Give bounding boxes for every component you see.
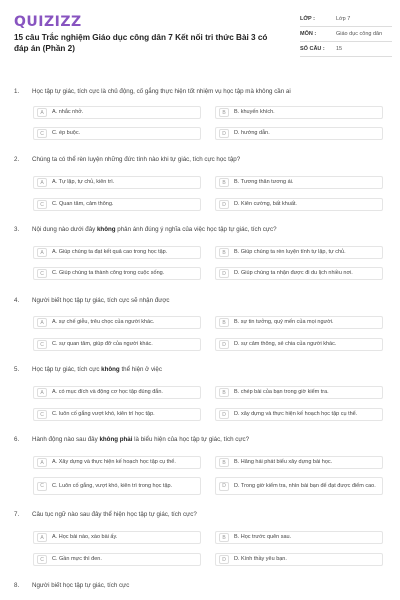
question-text bbox=[32, 297, 382, 304]
option-text: D. xây dựng và thực hiện kế hoạch học tập cụ thể. bbox=[234, 411, 358, 417]
option-letter: C bbox=[37, 340, 47, 349]
meta-value: Giáo dục công dân bbox=[336, 31, 383, 37]
option-c[interactable] bbox=[33, 198, 201, 211]
question-heading bbox=[14, 436, 382, 443]
question-text-part: Học tập tự giác, tích cực bbox=[32, 366, 102, 373]
option-text: B. chép bài của bạn trong giờ kiểm tra. bbox=[234, 389, 329, 395]
question-text bbox=[32, 436, 382, 443]
option-c[interactable] bbox=[33, 267, 201, 280]
meta-label: MÔN : bbox=[300, 31, 317, 37]
question-text-part: Người biết học tập tự giác, tích cực sẽ nhận được bbox=[32, 297, 170, 304]
option-letter: C bbox=[37, 482, 47, 491]
option-d[interactable] bbox=[215, 477, 383, 495]
option-text: A. có mục đích và động cơ học tập đúng đắn. bbox=[52, 389, 163, 395]
question-text bbox=[32, 226, 382, 233]
meta-row-subject bbox=[300, 27, 392, 42]
option-b[interactable] bbox=[215, 531, 383, 544]
option-c[interactable] bbox=[33, 477, 201, 495]
question-text-part: Nội dung nào dưới đây bbox=[32, 226, 97, 233]
option-d[interactable] bbox=[215, 127, 383, 140]
option-b[interactable] bbox=[215, 106, 383, 119]
question-text-emphasis: không phải bbox=[99, 436, 133, 443]
option-a[interactable] bbox=[33, 316, 201, 329]
option-text: C. Giúp chúng ta thành công trong cuộc sống. bbox=[52, 270, 165, 276]
option-text: A. Giúp chúng ta đạt kết quả cao trong học tập. bbox=[52, 249, 168, 255]
option-text: A. Xây dựng và thực hiện kế hoạch học tập cụ thể. bbox=[52, 459, 176, 465]
question-number: 2. bbox=[14, 156, 20, 163]
option-letter: B bbox=[219, 108, 229, 117]
option-text: C. Gần mực thì đen. bbox=[52, 556, 102, 562]
option-c[interactable] bbox=[33, 127, 201, 140]
question-heading bbox=[14, 156, 382, 163]
question-number: 5. bbox=[14, 366, 20, 373]
option-text: D. Trong giờ kiểm tra, nhìn bài bạn để đạt được điểm cao. bbox=[234, 482, 376, 489]
option-letter: B bbox=[219, 178, 229, 187]
option-letter: D bbox=[219, 410, 229, 419]
option-text: C. ép buộc. bbox=[52, 130, 81, 136]
option-letter: D bbox=[219, 129, 229, 138]
question-heading bbox=[14, 226, 382, 233]
option-letter: B bbox=[219, 318, 229, 327]
meta-row-class bbox=[300, 12, 392, 27]
option-a[interactable] bbox=[33, 386, 201, 399]
question-number: 8. bbox=[14, 582, 20, 589]
option-b[interactable] bbox=[215, 176, 383, 189]
option-text: C. luôn cố gắng vượt khó, kiên trì học tập. bbox=[52, 411, 155, 417]
question-text bbox=[32, 582, 382, 589]
option-letter: D bbox=[219, 482, 229, 491]
option-letter: B bbox=[219, 248, 229, 257]
question-heading bbox=[14, 582, 382, 589]
option-d[interactable] bbox=[215, 198, 383, 211]
option-text: B. Hăng hái phát biểu xây dựng bài học. bbox=[234, 459, 333, 465]
option-letter: B bbox=[219, 533, 229, 542]
option-letter: D bbox=[219, 269, 229, 278]
question-heading bbox=[14, 297, 382, 304]
option-letter: A bbox=[37, 318, 47, 327]
question-text bbox=[32, 156, 382, 163]
option-text: C. Quan tâm, cảm thông. bbox=[52, 201, 114, 207]
option-text: D. Giúp chúng ta nhận được đi du lịch nhiều nơi. bbox=[234, 270, 353, 276]
option-c[interactable] bbox=[33, 553, 201, 566]
option-a[interactable] bbox=[33, 456, 201, 469]
question-text-part: Người biết học tập tự giác, tích cực bbox=[32, 582, 130, 589]
option-text: C. sự quan tâm, giúp đỡ của người khác. bbox=[52, 341, 153, 347]
option-letter: A bbox=[37, 248, 47, 257]
option-d[interactable] bbox=[215, 408, 383, 421]
option-text: C. Luôn cố gắng, vượt khó, kiên trì trong học tập. bbox=[52, 482, 173, 489]
option-b[interactable] bbox=[215, 316, 383, 329]
meta-row-count bbox=[300, 42, 392, 57]
option-letter: D bbox=[219, 200, 229, 209]
question-number: 1. bbox=[14, 88, 20, 95]
option-text: A. Tự lập, tự chủ, kiên trì. bbox=[52, 179, 115, 185]
option-text: D. Kính thầy yêu bạn. bbox=[234, 556, 287, 562]
option-letter: A bbox=[37, 533, 47, 542]
option-text: D. hướng dẫn. bbox=[234, 130, 270, 136]
option-a[interactable] bbox=[33, 531, 201, 544]
option-text: D. Kiên cường, bất khuất. bbox=[234, 201, 297, 207]
option-letter: C bbox=[37, 129, 47, 138]
question-heading bbox=[14, 366, 382, 373]
option-letter: A bbox=[37, 108, 47, 117]
option-d[interactable] bbox=[215, 267, 383, 280]
option-b[interactable] bbox=[215, 246, 383, 259]
option-letter: D bbox=[219, 555, 229, 564]
question-text-emphasis: không bbox=[96, 226, 116, 233]
question-text-part: thể hiện ở việc bbox=[119, 366, 162, 373]
question-heading bbox=[14, 88, 382, 95]
option-text: B. khuyến khích. bbox=[234, 109, 275, 115]
option-letter: C bbox=[37, 269, 47, 278]
option-letter: A bbox=[37, 458, 47, 467]
meta-value: Lớp 7 bbox=[336, 16, 351, 22]
option-letter: B bbox=[219, 458, 229, 467]
document-title: 15 câu Trắc nghiệm Giáo dục công dân 7 Kết nối tri thức Bài 3 có đáp án (Phần 2) bbox=[14, 33, 268, 53]
option-b[interactable] bbox=[215, 386, 383, 399]
option-a[interactable] bbox=[33, 246, 201, 259]
option-d[interactable] bbox=[215, 338, 383, 351]
meta-label: SỐ CÂU : bbox=[300, 46, 325, 52]
question-text bbox=[32, 88, 382, 95]
question-text bbox=[32, 511, 382, 518]
option-a[interactable] bbox=[33, 106, 201, 119]
question-text-part: Hành động nào sau đây bbox=[32, 436, 100, 443]
question-number: 4. bbox=[14, 297, 20, 304]
question-text-part: Học tập tự giác, tích cực là chủ động, cố gắng thực hiện tốt nhiệm vụ học tập mà không cần ai bbox=[32, 88, 291, 95]
option-text: D. sự cảm thông, sẻ chia của người khác. bbox=[234, 341, 337, 347]
option-letter: A bbox=[37, 388, 47, 397]
question-text-part: Câu tục ngữ nào sau đây thể hiện học tập tự giác, tích cực? bbox=[32, 511, 197, 518]
option-letter: B bbox=[219, 388, 229, 397]
option-c[interactable] bbox=[33, 338, 201, 351]
meta-info bbox=[300, 12, 392, 57]
option-text: A. sự chế giễu, trêu chọc của người khác. bbox=[52, 319, 155, 325]
page-header bbox=[0, 0, 400, 70]
meta-value: 15 bbox=[336, 46, 343, 52]
option-letter: C bbox=[37, 555, 47, 564]
question-text-part: là biểu hiện của học tập tự giác, tích cực? bbox=[132, 436, 250, 443]
option-c[interactable] bbox=[33, 408, 201, 421]
option-text: B. Học trước quên sau. bbox=[234, 534, 292, 540]
question-text bbox=[32, 366, 382, 373]
option-text: B. sự tin tưởng, quý mến của mọi người. bbox=[234, 319, 334, 325]
option-letter: C bbox=[37, 200, 47, 209]
option-letter: D bbox=[219, 340, 229, 349]
option-a[interactable] bbox=[33, 176, 201, 189]
question-text-part: phản ánh đúng ý nghĩa của việc học tập tự giác, tích cực? bbox=[115, 226, 277, 233]
option-d[interactable] bbox=[215, 553, 383, 566]
question-number: 3. bbox=[14, 226, 20, 233]
option-b[interactable] bbox=[215, 456, 383, 469]
option-text: A. nhắc nhở. bbox=[52, 109, 84, 115]
option-letter: A bbox=[37, 178, 47, 187]
question-heading bbox=[14, 511, 382, 518]
option-text: A. Học bài nào, xào bài ấy. bbox=[52, 534, 118, 540]
option-text: B. Tương thân tương ái. bbox=[234, 179, 294, 185]
meta-label: LỚP : bbox=[300, 16, 315, 22]
quizizz-logo: QUIZIZZ bbox=[14, 14, 82, 30]
question-text-part: Chúng ta có thể rèn luyện những đức tính nào khi tự giác, tích cực học tập? bbox=[32, 156, 241, 163]
question-number: 7. bbox=[14, 511, 20, 518]
option-letter: C bbox=[37, 410, 47, 419]
question-number: 6. bbox=[14, 436, 20, 443]
question-text-emphasis: không bbox=[101, 366, 120, 373]
option-text: B. Giúp chúng ta rèn luyện tính tự lập, tự chủ. bbox=[234, 249, 346, 255]
